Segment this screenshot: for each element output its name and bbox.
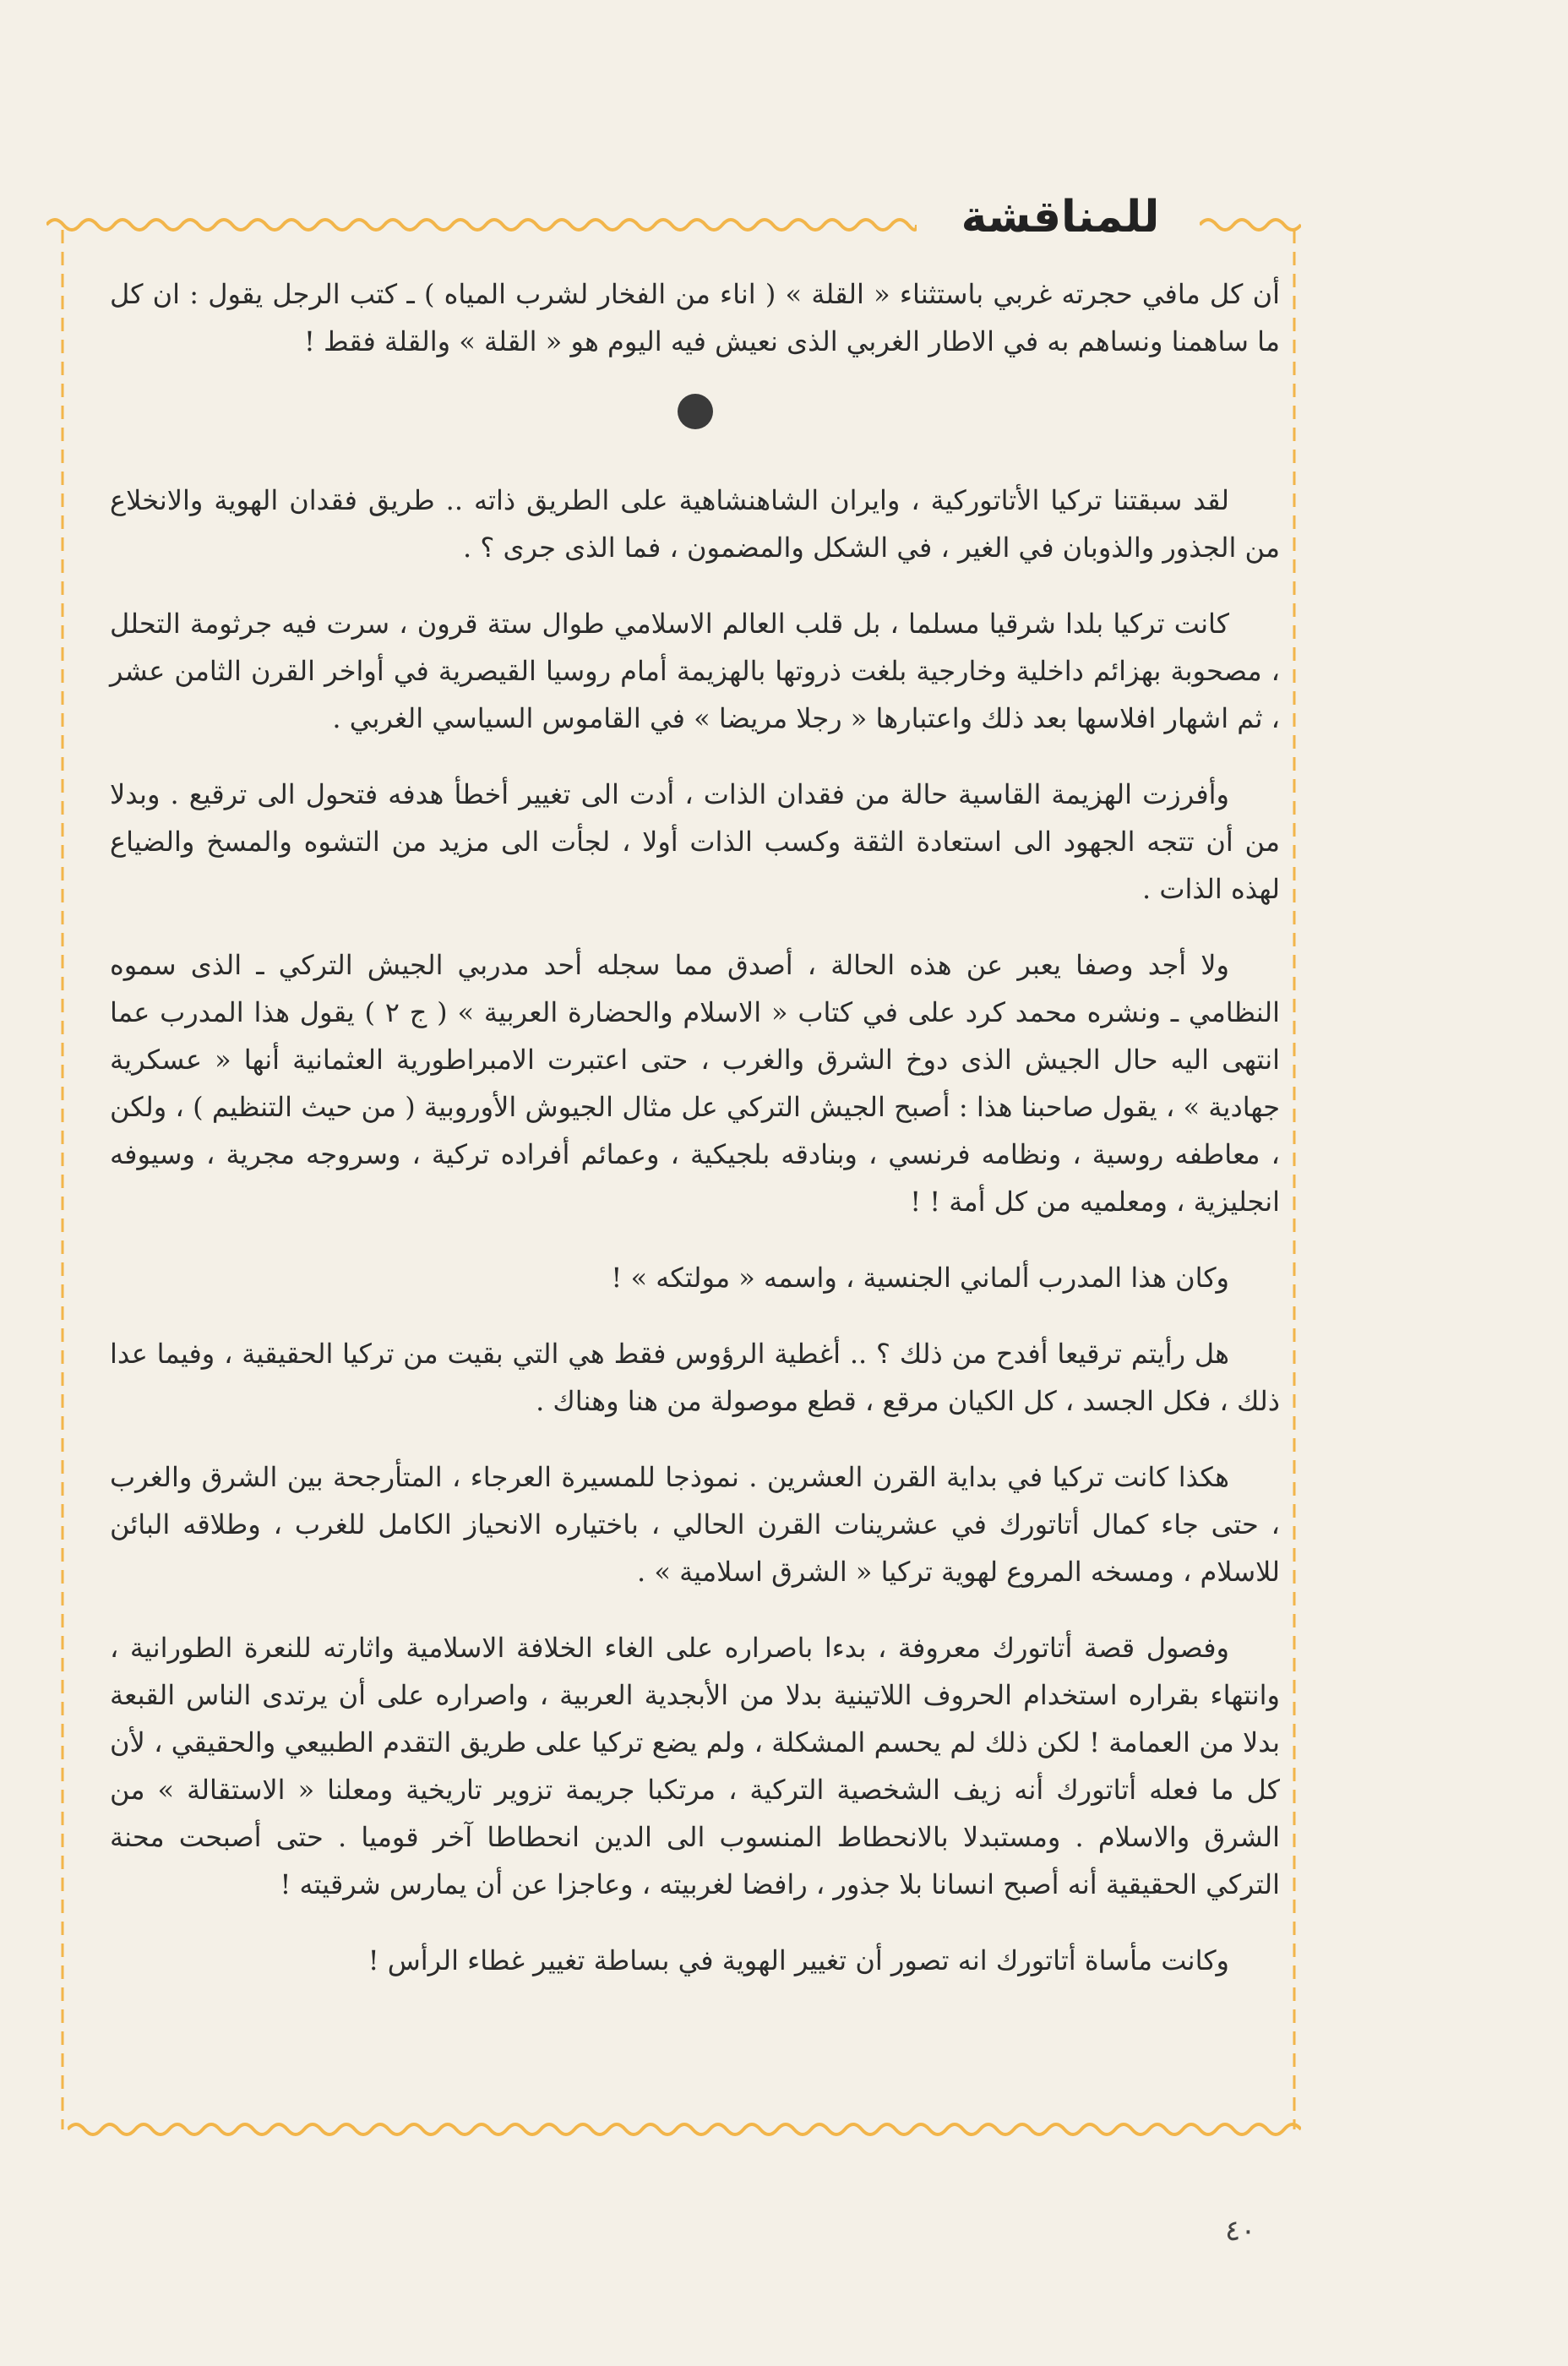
- section-separator-dot: [678, 394, 713, 429]
- bottom-border: [68, 2119, 1301, 2140]
- paragraph-8: هكذا كانت تركيا في بداية القرن العشرين . نموذجا للمسيرة العرجاء ، المتأرجحة بين الشرق والغرب ، حتى جاء كمال أتاتورك في عشرينات القرن الحالي ، باختياره الانحياز الكامل للغرب ، وطلاقه البائن للاسلام ، ومسخه المروع لهوية تركيا « الشرق اسلامية » .: [110, 1461, 1280, 1588]
- paragraph-10: وكانت مأساة أتاتورك انه تصور أن تغيير الهوية في بساطة تغيير غطاء الرأس !: [368, 1944, 1229, 1976]
- paragraph-4: وأفرزت الهزيمة القاسية حالة من فقدان الذات ، أدت الى تغيير أخطأ هدفه فتحول الى ترقيع . وبدلا من أن تتجه الجهود الى استعادة الثقة وكسب الذات أولا ، لجأت الى مزيد من التشوه والمسخ والضياع لهذه الذات .: [110, 778, 1280, 905]
- paragraph-9: وفصول قصة أتاتورك معروفة ، بدءا باصراره على الغاء الخلافة الاسلامية واثارته للنعرة الطورانية ، وانتهاء بقراره استخدام الحروف اللاتينية بدلا من الأبجدية العربية ، واصراره على أن يرتدى الناس القبعة بدلا من العمامة ! لكن ذلك لم يحسم المشكلة ، ولم يضع تركيا على طريق التقدم الطبيعي والحقيقي ، لأن كل ما فعله أتاتورك أنه زيف الشخصية التركية ، مرتكبا جريمة تزوير تاريخية ومعلنا « الاستقالة » من الشرق والاسلام . ومستبدلا بالانحطاط المنسوب الى الدين انحطاطا آخر قوميا . حتى أصبحت محنة التركي الحقيقية أنه أصبح انسانا بلا جذور ، رافضا لغربيته ، وعاجزا عن أن يمارس شرقيته !: [110, 1632, 1280, 1900]
- paragraph-3: كانت تركيا بلدا شرقيا مسلما ، بل قلب العالم الاسلامي طوال ستة قرون ، سرت فيه جرثومة التحلل ، مصحوبة بهزائم داخلية وخارجية بلغت ذروتها بالهزيمة أمام روسيا القيصرية في أواخر القرن الثامن عشر ، ثم اشهار افلاسها بعد ذلك واعتبارها « رجلا مريضا » في القاموس السياسي الغربي .: [110, 608, 1280, 734]
- paragraph-1: أن كل مافي حجرته غربي باستثناء « القلة » ( اناء من الفخار لشرب المياه ) ـ كتب الرجل يقول : ان كل ما ساهمنا ونساهم به في الاطار الغربي الذى نعيش فيه اليوم هو « القلة » والقلة فقط !: [110, 278, 1280, 357]
- top-border-left-segment: [46, 215, 917, 235]
- right-border: [1284, 230, 1304, 2129]
- paragraph-2: لقد سبقتنا تركيا الأتاتوركية ، وايران الشاهنشاهية على الطريق ذاته .. طريق فقدان الهوية والانخلاع من الجذور والذوبان في الغير ، في الشكل والمضمون ، فما الذى جرى ؟ .: [110, 484, 1280, 564]
- article-body: [110, 270, 1280, 2013]
- page-number: ٤٠: [1225, 2214, 1256, 2248]
- paragraph-6: وكان هذا المدرب ألماني الجنسية ، واسمه « مولتكه » !: [611, 1262, 1229, 1294]
- section-title-logo: للمناقشة: [961, 192, 1160, 243]
- paragraph-7: هل رأيتم ترقيعا أفدح من ذلك ؟ .. أغطية الرؤوس فقط هي التي بقيت من تركيا الحقيقية ، وفيما عدا ذلك ، فكل الجسد ، كل الكيان مرقع ، قطع موصولة من هنا وهناك .: [110, 1338, 1280, 1417]
- left-border: [52, 230, 73, 2129]
- paragraph-5: ولا أجد وصفا يعبر عن هذه الحالة ، أصدق مما سجله أحد مدربي الجيش التركي ـ الذى سموه النظامي ـ ونشره محمد كرد على في كتاب « الاسلام والحضارة العربية » ( ج ٢ ) يقول هذا المدرب عما انتهى اليه حال الجيش الذى دوخ الشرق والغرب ، حتى اعتبرت الامبراطورية العثمانية أنها « عسكرية جهادية » ، يقول صاحبنا هذا : أصبح الجيش التركي عل مثال الجيوش الأوروبية ( من حيث التنظيم ) ، ولكن ، معاطفه روسية ، ونظامه فرنسي ، وبنادقه بلجيكية ، وعمائم أفراده تركية ، وسروجه مجرية ، وسيوفه انجليزية ، ومعلميه من كل أمة ! !: [110, 949, 1281, 1218]
